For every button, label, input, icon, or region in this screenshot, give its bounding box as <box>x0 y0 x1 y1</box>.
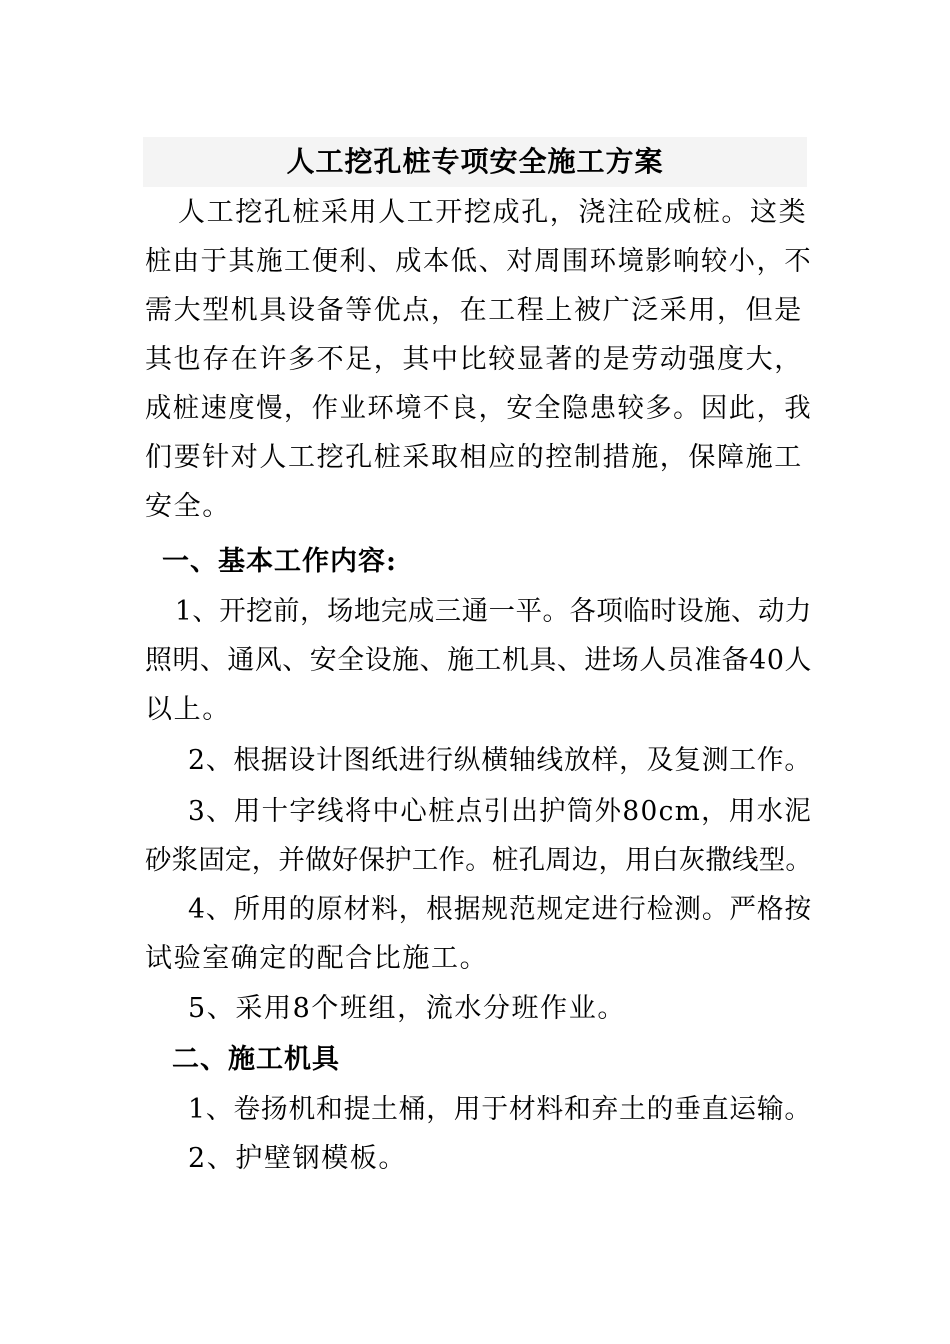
intro-line: 安全。 <box>145 491 231 522</box>
section1-line: 以上。 <box>145 694 231 725</box>
section1-line: 3、用十字线将中心桩点引出护筒外80cm，用水泥 <box>188 796 813 827</box>
intro-line: 其也存在许多不足，其中比较显著的是劳动强度大， <box>145 344 803 375</box>
section2-line: 1、卷扬机和提土桶，用于材料和弃土的垂直运输。 <box>188 1094 812 1125</box>
intro-line: 桩由于其施工便利、成本低、对周围环境影响较小，不 <box>145 246 813 277</box>
section-heading-equipment: 二、施工机具 <box>172 1044 340 1075</box>
intro-line: 们要针对人工挖孔桩采取相应的控制措施，保障施工 <box>145 442 803 473</box>
intro-line: 成桩速度慢，作业环境不良，安全隐患较多。因此，我 <box>145 393 813 424</box>
section1-line: 砂浆固定，并做好保护工作。桩孔周边，用白灰撒线型。 <box>145 845 813 876</box>
section2-line: 2、护壁钢模板。 <box>188 1143 407 1174</box>
section1-line: 1、开挖前，场地完成三通一平。各项临时设施、动力 <box>175 596 812 627</box>
document-title: 人工挖孔桩专项安全施工方案 <box>286 145 664 178</box>
intro-line: 人工挖孔桩采用人工开挖成孔，浇注砼成桩。这类 <box>178 197 808 228</box>
section1-line: 2、根据设计图纸进行纵横轴线放样，及复测工作。 <box>188 745 812 776</box>
section1-line: 5、采用8个班组，流水分班作业。 <box>188 993 626 1024</box>
section-heading-basic-work: 一、基本工作内容: <box>162 546 397 577</box>
section1-line: 4、所用的原材料，根据规范规定进行检测。严格按 <box>188 894 813 925</box>
section1-line: 照明、通风、安全设施、施工机具、进场人员准备40人 <box>145 645 813 676</box>
intro-line: 需大型机具设备等优点，在工程上被广泛采用，但是 <box>145 295 803 326</box>
section1-line: 试验室确定的配合比施工。 <box>145 943 489 974</box>
